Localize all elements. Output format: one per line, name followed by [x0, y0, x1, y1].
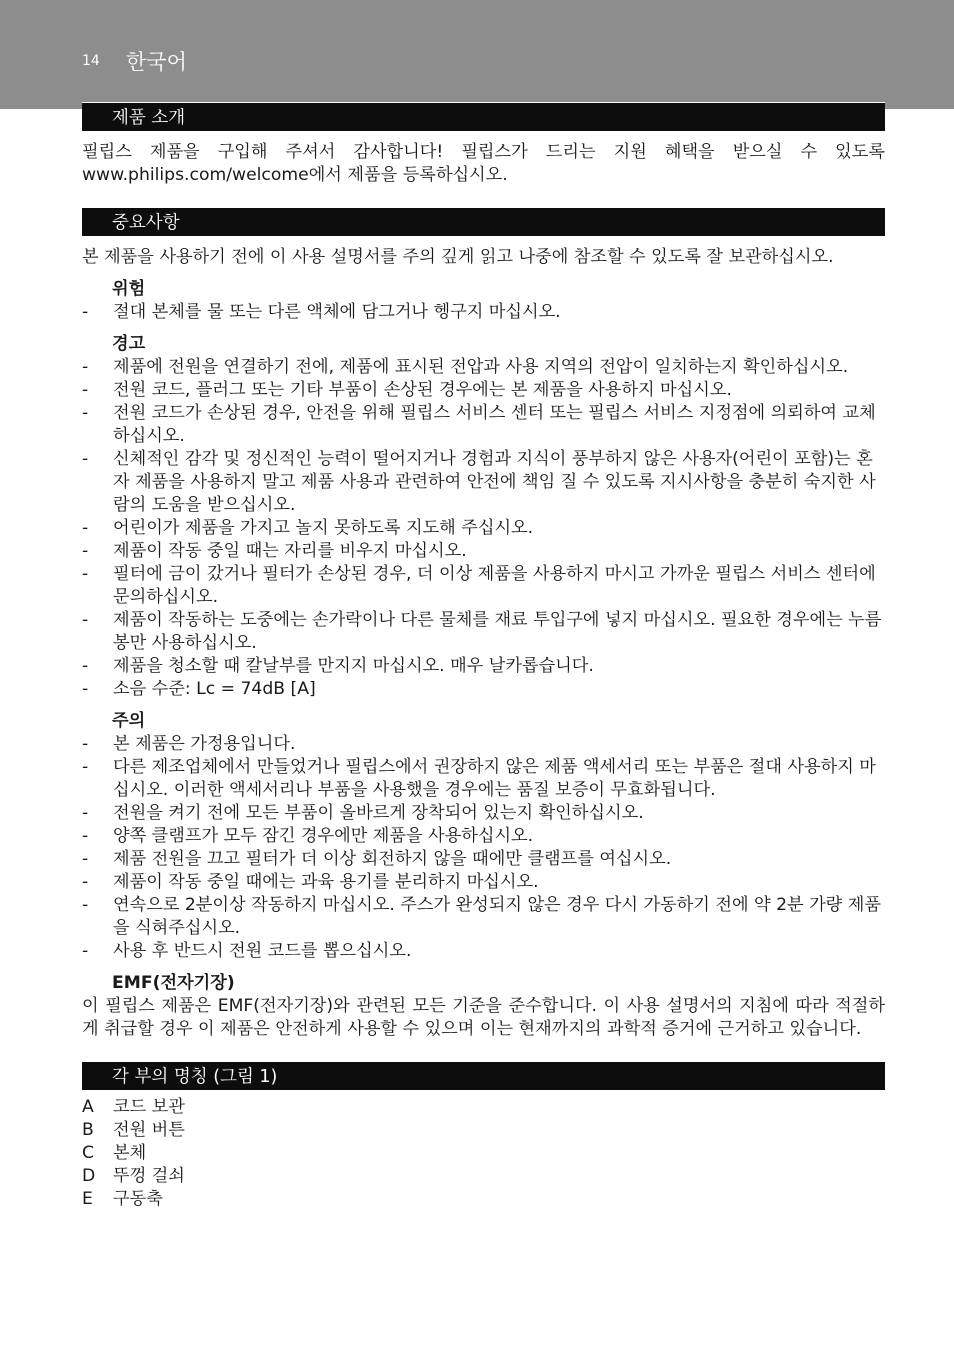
parts-list — [82, 1096, 885, 1211]
subhead-warning: 경고 — [112, 334, 146, 354]
page-number: 14 — [82, 53, 100, 69]
list-item: - 사용 후 반드시 전원 코드를 뽑으십시오. — [82, 941, 412, 961]
list-item: E 구동축 — [82, 1189, 163, 1209]
list-item: - 소음 수준: Lc = 74dB [A] — [82, 679, 316, 699]
caution-list — [82, 733, 885, 963]
document-body — [82, 102, 885, 1211]
language-title: 한국어 — [126, 50, 187, 74]
list-item: - 어린이가 제품을 가지고 놀지 못하도록 지도해 주십시오. — [82, 518, 534, 538]
list-item: C 본체 — [82, 1143, 147, 1163]
list-item: - 전원을 켜기 전에 모든 부품이 올바르게 장착되어 있는지 확인하십시오. — [82, 803, 644, 823]
subhead-emf: EMF(전자기장) — [112, 973, 235, 993]
list-item: A 코드 보관 — [82, 1097, 185, 1117]
list-item: - 제품이 작동하는 도중에는 손가락이나 다른 물체를 재료 투입구에 넣지 마십시오. 필요한 경우에는 누름봉만 사용하십시오. — [82, 610, 882, 653]
section-title-intro: 제품 소개 — [82, 102, 885, 131]
list-item: - 양쪽 클램프가 모두 잠긴 경우에만 제품을 사용하십시오. — [82, 826, 534, 846]
list-item: - 다른 제조업체에서 만들었거나 필립스에서 권장하지 않은 제품 액세서리 또는 부품은 절대 사용하지 마십시오. 이러한 액세서리나 부품을 사용했을 경우에는 품질 보증이 무효화됩니다. — [82, 757, 876, 800]
list-item: - 제품에 전원을 연결하기 전에, 제품에 표시된 전압과 사용 지역의 전압이 일치하는지 확인하십시오. — [82, 357, 849, 377]
list-item: - 전원 코드가 손상된 경우, 안전을 위해 필립스 서비스 센터 또는 필립스 서비스 지정점에 의뢰하여 교체하십시오. — [82, 403, 876, 446]
emf-paragraph: 이 필립스 제품은 EMF(전자기장)와 관련된 모든 기준을 준수합니다. 이 사용 설명서의 지침에 따라 적절하게 취급할 경우 이 제품은 안전하게 사용할 수 있으며 이는 현재까지의 과학적 증거에 근거하고 있습니다. — [82, 996, 885, 1039]
list-item: - 신체적인 감각 및 정신적인 능력이 떨어지거나 경험과 지식이 풍부하지 않은 사용자(어린이 포함)는 혼자 제품을 사용하지 말고 제품 사용과 관련하여 안전에 책임 질 수 있도록 지시사항을 충분히 숙지한 사람의 도움을 받으십시오. — [82, 449, 876, 515]
list-item: - 전원 코드, 플러그 또는 기타 부품이 손상된 경우에는 본 제품을 사용하지 마십시오. — [82, 380, 732, 400]
list-item: - 제품 전원을 끄고 필터가 더 이상 회전하지 않을 때에만 클램프를 여십시오. — [82, 849, 672, 869]
subhead-danger: 위험 — [112, 279, 146, 299]
page-header-band — [0, 0, 954, 109]
list-item: D 뚜껑 걸쇠 — [82, 1166, 185, 1186]
list-item: - 본 제품은 가정용입니다. — [82, 734, 296, 754]
list-item: B 전원 버튼 — [82, 1120, 185, 1140]
list-item: - 필터에 금이 갔거나 필터가 손상된 경우, 더 이상 제품을 사용하지 마시고 가까운 필립스 서비스 센터에 문의하십시오. — [82, 564, 876, 607]
list-item: - 제품을 청소할 때 칼날부를 만지지 마십시오. 매우 날카롭습니다. — [82, 656, 594, 676]
list-item: - 제품이 작동 중일 때는 자리를 비우지 마십시오. — [82, 541, 467, 561]
warning-list — [82, 356, 885, 701]
important-paragraph: 본 제품을 사용하기 전에 이 사용 설명서를 주의 깊게 읽고 나중에 참조할 수 있도록 잘 보관하십시오. — [82, 247, 834, 267]
list-item: - 절대 본체를 물 또는 다른 액체에 담그거나 헹구지 마십시오. — [82, 302, 561, 322]
list-item: - 연속으로 2분이상 작동하지 마십시오. 주스가 완성되지 않은 경우 다시 가동하기 전에 약 2분 가량 제품을 식혀주십시오. — [82, 895, 881, 938]
section-title-parts: 각 부의 명칭 (그림 1) — [82, 1061, 885, 1090]
list-item: - 제품이 작동 중일 때에는 과육 용기를 분리하지 마십시오. — [82, 872, 539, 892]
section-title-important: 중요사항 — [82, 207, 885, 236]
subhead-caution: 주의 — [112, 711, 146, 731]
intro-paragraph: 필립스 제품을 구입해 주셔서 감사합니다! 필립스가 드리는 지원 혜택을 받으실 수 있도록 www.philips.com/welcome에서 제품을 등록하십시오. — [82, 142, 885, 185]
danger-list — [82, 301, 885, 324]
